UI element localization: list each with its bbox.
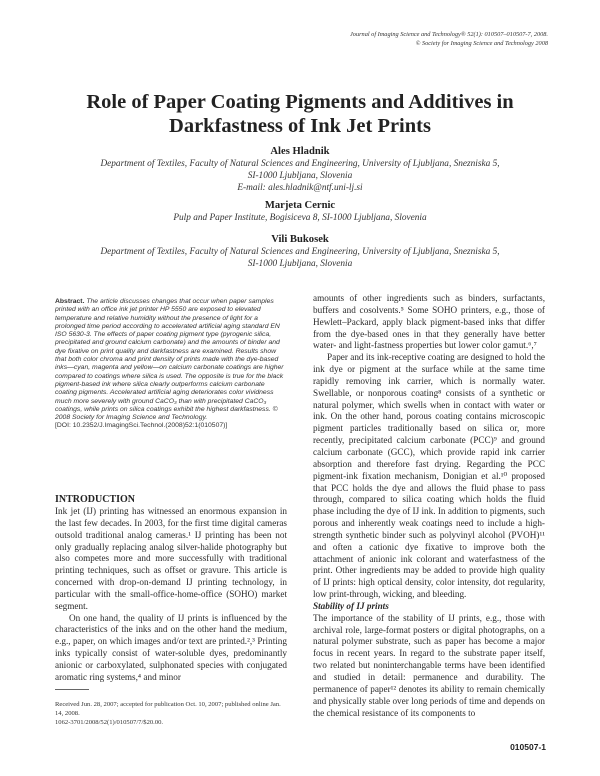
issn-code: 1062-3701/2008/52(1)/010507/7/$20.00. — [55, 719, 164, 727]
affiliation-line: Department of Textiles, Faculty of Natural Sciences and Engineering, University of Ljubljana, Snezniska 5, — [100, 247, 500, 257]
abstract — [55, 298, 287, 431]
paragraph: amounts of other ingredients such as binders, surfactants, buffers and cosolvents.⁵ Some SOHO printers, e.g., those of Hewlett–Packard, apply black pigment-based inks that differ from the dye-based ones in that they generally have better water- and light-fastness properties but lower color gamut.⁶,⁷ — [313, 293, 545, 351]
subsection-heading-stability: Stability of IJ prints — [313, 600, 389, 611]
abstract-body: The article discusses changes that occur when paper samples printed with an office ink jet printer HP 5550 are exposed to elevated temperature and relative humidity without the presence of light for a prolonged time period according to accelerated artificial aging standard EN ISO 5630-3. The effects of paper coating pigment type (pyrogenic silica, precipitated and ground calcium carbonate) and the amounts of binder and dye fixative on print quality and darkfastness are examined. Results show that both color chroma and print density of prints made with the dye-based inks—cyan, magenta and yellow—on calcium carbonate coatings are higher compared to coatings where silica is used. The opposite is true for the black pigment-based ink where silica clearly outperforms calcium carbonate coating pigments. Accelerated artificial aging deteriorates color vividness much more severely with ground CaCO₃ than with precipitated CaCO₃ coatings, while prints on silica coatings exhibit the highest darkfastness. © 2008 Society for Imaging Science and Technology. — [55, 298, 284, 422]
page-number: 010507-1 — [510, 742, 546, 752]
author-name: Vili Bukosek — [271, 234, 329, 245]
author-affiliation — [40, 158, 560, 194]
paragraph: The importance of the stability of IJ prints, e.g., those with archival role, large-format posters or digital photographs, on a natural polymer substrate, such as paper has become a major focus in recent years. In regard to the substrate paper itself, two related but noninterchangable terms have been identified and studied in detail: permanence and durability. The permanence of paper¹² denotes its ability to remain chemically and physically stable over long periods of time and depends on the chemical resistance of its components to — [313, 612, 545, 718]
author-name: Ales Hladnik — [270, 146, 330, 157]
affiliation-line: SI-1000 Ljubljana, Slovenia — [247, 171, 353, 181]
author-affiliation — [40, 246, 560, 270]
footnote — [55, 700, 287, 728]
left-column-text — [55, 506, 287, 684]
paragraph: Paper and its ink-receptive coating are designed to hold the ink dye or pigment at the surface while at the same time rapidly removing ink carrier, which is normally water. Swellable, or nonporous coating⁸ consists of a synthetic or natural polymer, which swells when in contact with water or ink. On the other hand, porous coating contains microscopic pigment particles traditionally based on silica or, more recently, precipitated calcium carbonate (PCC)⁹ and ground calcium carbonate (GCC), which provide rapid ink carrier absorption and therefore fast drying. Regarding the PCC pigment-ink fixation mechanism, Donigian et al.¹⁰ proposed that PCC holds the dye and allows the fluid phase to pass through, compared to silica coating which holds the fluid phase including the dye of IJ ink. In addition to pigments, such porous and inherently weak coatings need to include a high-strength synthetic binder such as polyvinyl alcohol (PVOH)¹¹ and often a cationic dye fixative to improve both the attachment of anionic ink colorant and waterfastness of the print. Other ingredients may be added to provide high quality of IJ prints: high optical density, color intensity, dot regularity, low print-through, wicking, and bleeding. — [313, 352, 545, 600]
affiliation-line: Department of Textiles, Faculty of Natural Sciences and Engineering, University of Ljubljana, Snezniska 5, — [100, 159, 500, 169]
journal-header — [248, 30, 548, 48]
abstract-label: Abstract. — [55, 298, 85, 305]
author-affiliation — [40, 212, 560, 224]
author-email: E-mail: ales.hladnik@ntf.uni-lj.si — [237, 183, 363, 193]
journal-copyright: © Society for Imaging Science and Technology 2008 — [415, 40, 548, 47]
journal-citation: Journal of Imaging Science and Technology® 52(1): 010507–010507-7, 2008. — [350, 31, 548, 38]
received-dates: Received Jun. 28, 2007; accepted for publication Oct. 10, 2007; published online Jan. 14, 2008. — [55, 701, 281, 718]
affiliation-line: Pulp and Paper Institute, Bogisiceva 8, SI-1000 Ljubljana, Slovenia — [173, 213, 427, 223]
paragraph: On one hand, the quality of IJ prints is influenced by the characteristics of the inks and on the other hand the medium, e.g., paper, on which images and/or text are printed.²,³ Printing inks typically consist of water-soluble dyes, predominantly anionic or carboxylated, sulphonated species with conjugated aromatic ring systems,⁴ and minor — [55, 612, 287, 682]
doi-link[interactable]: [DOI: 10.2352/J.ImagingSci.Technol.(2008)52:1(010507)] — [55, 422, 228, 430]
paper-title — [40, 90, 560, 138]
paragraph: Ink jet (IJ) printing has witnessed an enormous expansion in the last few decades. In 2003, for the first time digital cameras outsold traditional analog cameras.¹ IJ printing has been not only gradually replacing analog silver-halide photography but also competes more and more successfully with traditional printing techniques, such as offset or gravure. This article is concerned with drop-on-demand IJ printing technology, in particular with the small-office-home-office (SOHO) market segment. — [55, 506, 287, 611]
affiliation-line: SI-1000 Ljubljana, Slovenia — [247, 259, 353, 269]
title-line-2: Darkfastness of Ink Jet Prints — [169, 115, 431, 137]
section-heading-introduction: INTRODUCTION — [55, 494, 136, 505]
author-name: Marjeta Cernic — [264, 200, 336, 211]
right-column-text — [313, 293, 545, 719]
title-line-1: Role of Paper Coating Pigments and Additives in — [86, 91, 514, 113]
footnote-divider — [55, 689, 89, 690]
